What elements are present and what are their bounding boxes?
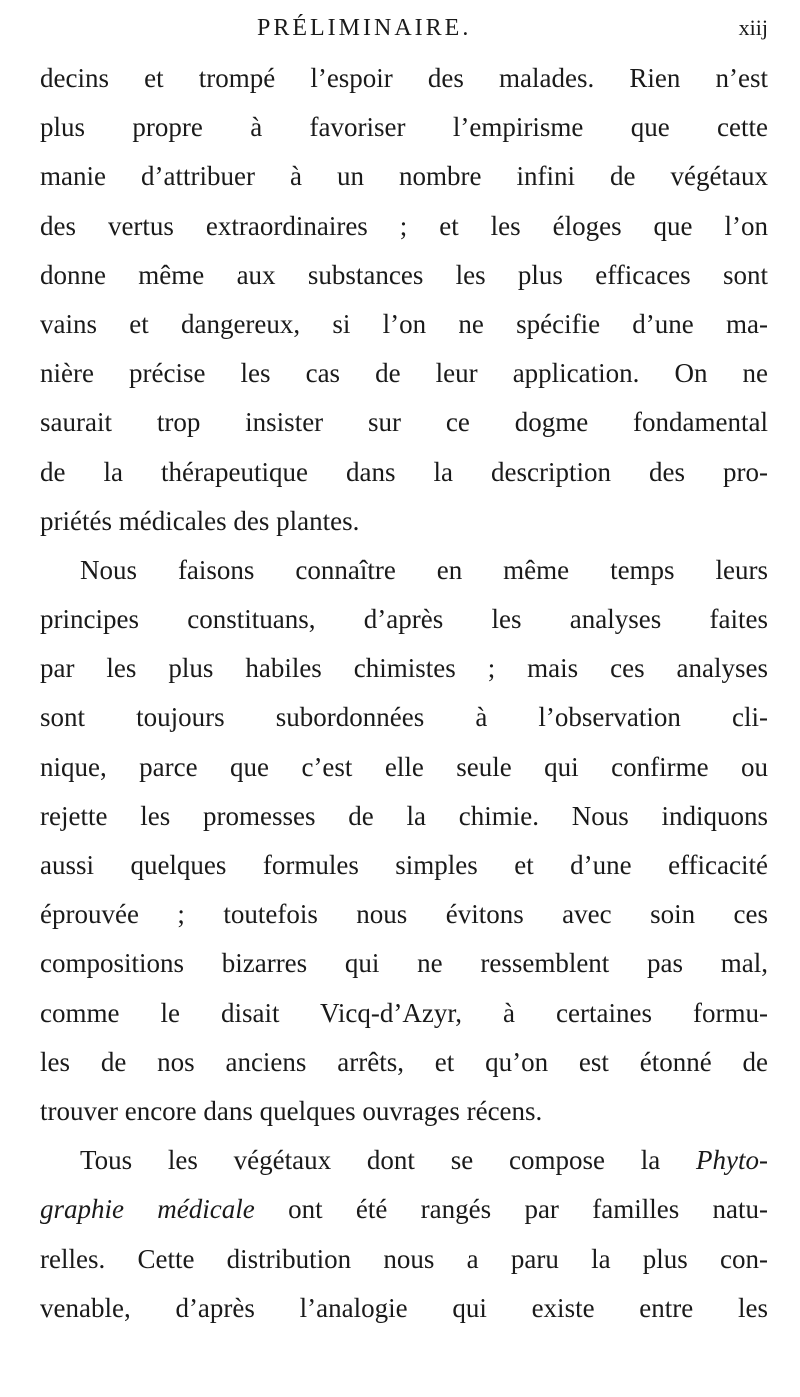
page-number: xiij <box>738 15 768 40</box>
text-line: des vertus extraordinaires ; et les éloges que l’on <box>40 210 768 241</box>
text-line: nique, parce que c’est elle seule qui confirme ou <box>40 751 768 782</box>
text-run: Tous les végétaux dont se compose la <box>80 1145 697 1176</box>
body-text <box>40 54 768 1333</box>
paragraph-end-line: priétés médicales des plantes. <box>40 505 360 536</box>
running-title: PRÉLIMINAIRE. <box>257 15 472 41</box>
text-line: relles. Cette distribution nous a paru la plus con- <box>40 1243 768 1274</box>
paragraph-start-line: Nous faisons connaître en même temps leurs <box>80 554 768 585</box>
text-line: nière précise les cas de leur application. On ne <box>40 358 768 389</box>
text-line <box>40 1185 768 1234</box>
text-line: compositions bizarres qui ne ressemblent pas mal, <box>40 948 768 979</box>
text-line: de la thérapeutique dans la description des pro- <box>40 456 768 487</box>
text-line: decins et trompé l’espoir des malades. Rien n’est <box>40 63 768 93</box>
text-line: rejette les promesses de la chimie. Nous indiquons <box>40 800 768 831</box>
text-line: éprouvée ; toutefois nous évitons avec soin ces <box>40 899 768 930</box>
text-line: plus propre à favoriser l’empirisme que cette <box>40 112 768 143</box>
text-line: venable, d’après l’analogie qui existe entre les <box>40 1292 768 1323</box>
text-line: vains et dangereux, si l’on ne spécifie d’une ma- <box>40 308 768 339</box>
text-line: sont toujours subordonnées à l’observation cli- <box>40 702 768 733</box>
text-line: aussi quelques formules simples et d’une efficacité <box>40 850 768 880</box>
text-line: manie d’attribuer à un nombre infini de végétaux <box>40 161 768 192</box>
text-line: par les plus habiles chimistes ; mais ces analyses <box>40 653 768 684</box>
text-line: comme le disait Vicq-d’Azyr, à certaines formu- <box>40 997 768 1028</box>
running-head <box>0 8 800 48</box>
text-run: ont été rangés par familles natu- <box>254 1194 768 1225</box>
italic-title: Phyto- <box>696 1145 768 1176</box>
text-line: donne même aux substances les plus efficaces sont <box>40 259 768 290</box>
text-line: saurait trop insister sur ce dogme fondamental <box>40 407 768 438</box>
text-line: principes constituans, d’après les analyses faites <box>40 604 768 635</box>
italic-title: graphie médicale <box>40 1194 255 1225</box>
paragraph-end-line: trouver encore dans quelques ouvrages récens. <box>40 1095 543 1126</box>
paragraph-start-line <box>40 1136 768 1185</box>
text-line: les de nos anciens arrêts, et qu’on est étonné de <box>40 1046 768 1077</box>
